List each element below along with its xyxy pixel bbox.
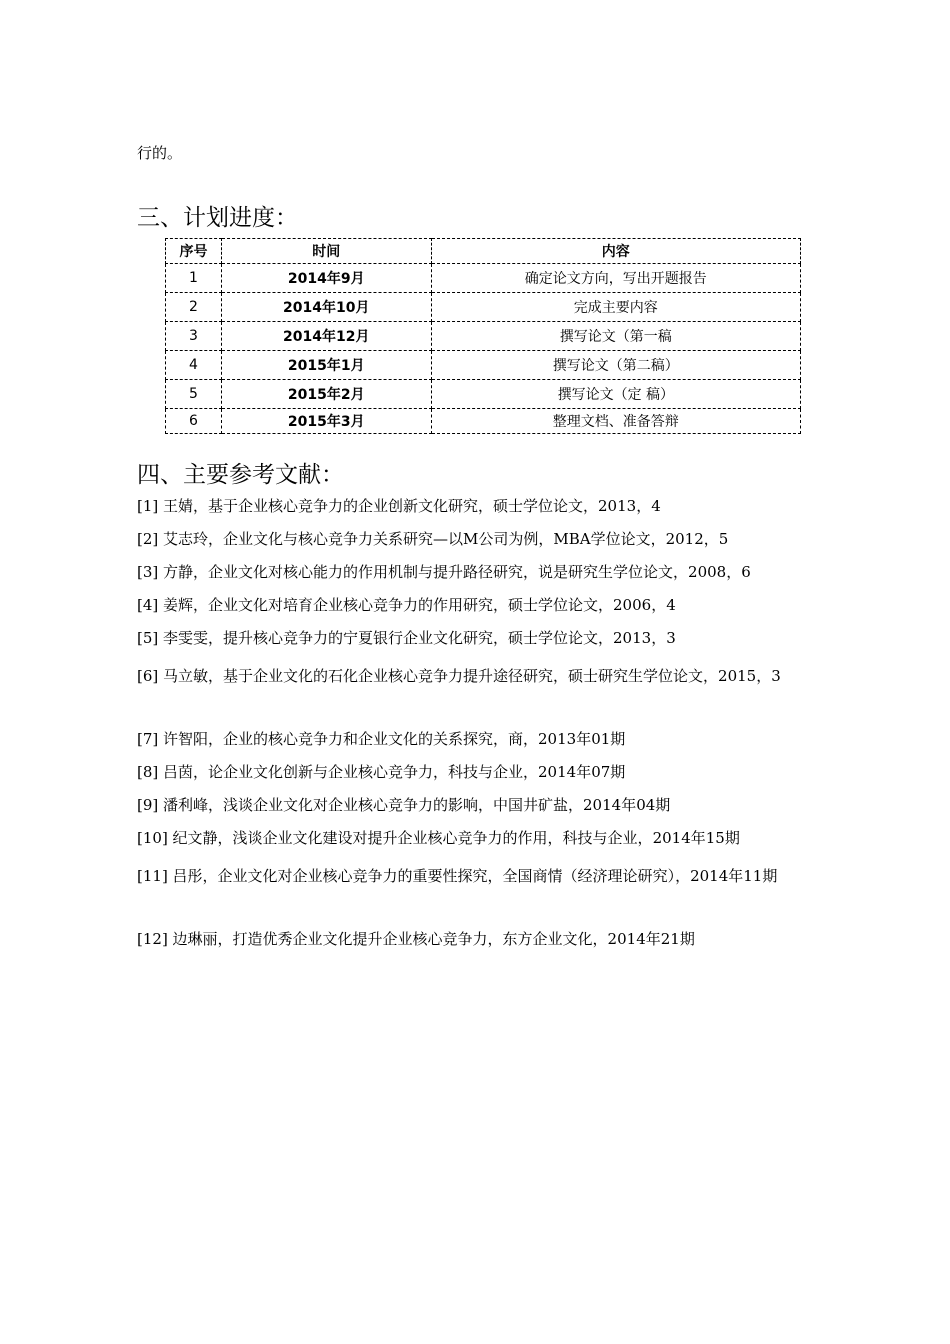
reference-item: [7] 许智阳，企业的核心竞争力和企业文化的关系探究，商，2013年01期: [137, 730, 626, 748]
row-time: 2015年2月: [221, 380, 431, 409]
row-content: 确定论文方向，写出开题报告: [431, 264, 800, 293]
schedule-table: [165, 238, 801, 434]
reference-item: [2] 艾志玲，企业文化与核心竞争力关系研究—以M公司为例，MBA学位论文，2012，5: [137, 530, 729, 548]
reference-item: [12] 边琳丽，打造优秀企业文化提升企业核心竞争力，东方企业文化，2014年21期: [137, 930, 695, 948]
table-row: [166, 409, 801, 434]
table-row: [166, 351, 801, 380]
row-content: 撰写论文（定 稿）: [431, 380, 800, 409]
row-content: 整理文档、准备答辩: [431, 409, 800, 434]
row-index: 6: [166, 409, 222, 434]
row-index: 3: [166, 322, 222, 351]
table-header-row: [166, 239, 801, 264]
row-index: 2: [166, 293, 222, 322]
table-row: [166, 293, 801, 322]
row-content: 完成主要内容: [431, 293, 800, 322]
header-content: 内容: [431, 239, 800, 264]
row-content: 撰写论文（第一稿: [431, 322, 800, 351]
row-content: 撰写论文（第二稿）: [431, 351, 800, 380]
section-heading-references: 四、主要参考文献：: [137, 462, 344, 488]
section-heading-schedule: 三、计划进度：: [137, 205, 298, 231]
table-row: [166, 322, 801, 351]
reference-item: [3] 方静，企业文化对核心能力的作用机制与提升路径研究，说是研究生学位论文，2008，6: [137, 563, 751, 581]
reference-item: [6] 马立敏，基于企业文化的石化企业核心竞争力提升途径研究，硕士研究生学位论文，2015，3: [137, 667, 781, 685]
reference-list: [137, 494, 827, 960]
reference-item: [8] 吕茵，论企业文化创新与企业核心竞争力，科技与企业，2014年07期: [137, 763, 626, 781]
row-index: 4: [166, 351, 222, 380]
reference-item: [1] 王婧，基于企业核心竞争力的企业创新文化研究，硕士学位论文，2013，4: [137, 497, 661, 515]
reference-item: [11] 吕彤，企业文化对企业核心竞争力的重要性探究，全国商情（经济理论研究），2014年11期: [137, 867, 778, 885]
header-index: 序号: [166, 239, 222, 264]
reference-item: [10] 纪文静，浅谈企业文化建设对提升企业核心竞争力的作用，科技与企业，2014年15期: [137, 829, 740, 847]
row-time: 2015年1月: [221, 351, 431, 380]
row-time: 2015年3月: [221, 409, 431, 434]
reference-item: [5] 李雯雯，提升核心竞争力的宁夏银行企业文化研究，硕士学位论文，2013，3: [137, 629, 676, 647]
reference-item: [4] 姜辉，企业文化对培育企业核心竞争力的作用研究，硕士学位论文，2006，4: [137, 596, 676, 614]
row-time: 2014年10月: [221, 293, 431, 322]
row-index: 5: [166, 380, 222, 409]
row-index: 1: [166, 264, 222, 293]
header-time: 时间: [221, 239, 431, 264]
table-row: [166, 380, 801, 409]
row-time: 2014年12月: [221, 322, 431, 351]
reference-item: [9] 潘利峰，浅谈企业文化对企业核心竞争力的影响，中国井矿盐，2014年04期: [137, 796, 671, 814]
table-row: [166, 264, 801, 293]
continuation-text: 行的。: [137, 144, 183, 162]
row-time: 2014年9月: [221, 264, 431, 293]
